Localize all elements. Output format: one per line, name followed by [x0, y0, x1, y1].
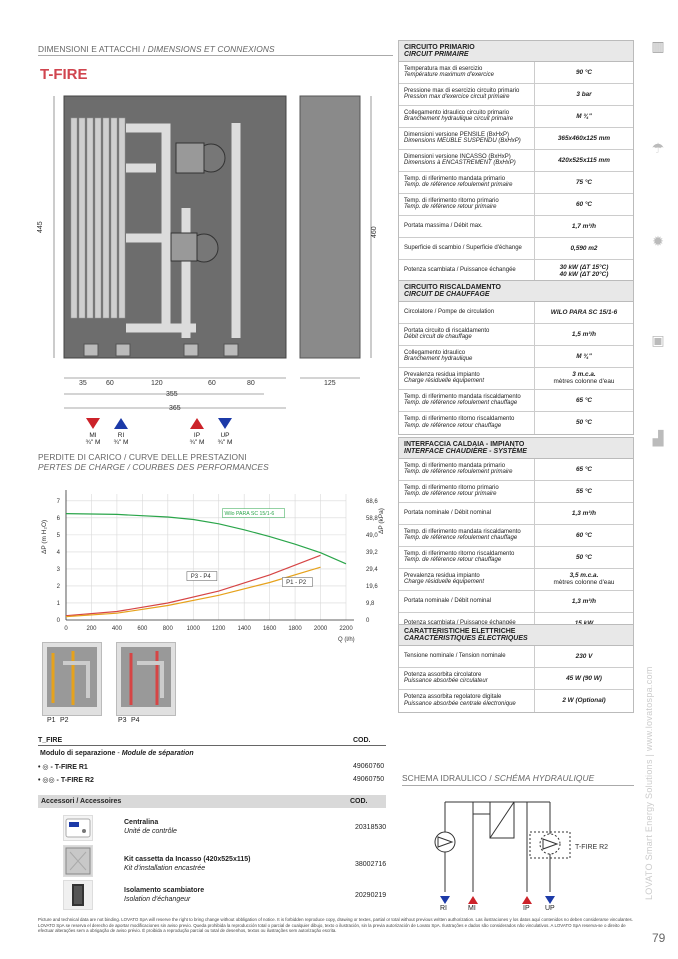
spec-label-fr: Temp. de référence refoulement chauffage	[404, 400, 518, 407]
shower-icon[interactable]: ☂	[651, 140, 665, 156]
spec-value-main: 50 °C	[575, 553, 593, 561]
spec-label-it: Collegamento idraulico	[404, 349, 466, 356]
y-right-axis-label: ΔP (kPa)	[378, 508, 385, 534]
spec-label-fr: Puissance absorbée centrale électronique	[404, 700, 516, 707]
spec-row	[399, 503, 633, 525]
product-r1-code: 49060760	[353, 763, 385, 770]
spec-value-main: 365x460x125 mm	[557, 134, 611, 142]
spec-label	[399, 150, 535, 171]
accessory-centralina: Centralina Unité de contrôle	[124, 819, 177, 835]
dim-60a: 60	[106, 380, 114, 387]
spec-label-it: Superficie di scambio / Superficie d'échange	[404, 244, 522, 251]
thumb-p3p4	[116, 642, 176, 716]
ri-size: ¾" M	[113, 439, 129, 447]
dim-60b: 60	[208, 380, 216, 387]
cassetta-image	[63, 845, 93, 877]
spec-value-main: M ¾"	[576, 352, 592, 360]
spec-label-it: Temp. di riferimento mandata riscaldamento	[404, 528, 521, 535]
y-tick-label: 1	[56, 600, 60, 607]
spec-label-it: Temp. di riferimento mandata primario	[404, 175, 506, 182]
y-right-tick-label: 0	[366, 618, 370, 624]
accessory-cassetta: Kit cassetta da Incasso (420x525x115) Kit d'installation encastrée	[124, 856, 251, 872]
spec-label-fr: Temp. de référence retour primaire	[404, 204, 497, 211]
spec-value	[535, 487, 633, 496]
spec-label	[399, 128, 535, 149]
y-right-tick-label: 49,0	[366, 532, 378, 539]
thumb-p1p2	[42, 642, 102, 716]
x-tick-label: 600	[137, 626, 148, 632]
spec-title-fr: CARACTÉRISTIQUES ÉLECTRIQUES	[404, 635, 528, 643]
x-tick-label: 2000	[313, 626, 328, 632]
spec-value	[535, 112, 633, 121]
spec-label-fr: Température maximum d'exercice	[404, 72, 494, 79]
spec-value	[535, 308, 633, 317]
dim-120: 120	[151, 380, 163, 387]
spec-label-fr: Charge résiduelle équipement	[404, 378, 485, 385]
spec-title-it: CARATTERISTICHE ELETTRICHE	[404, 628, 516, 635]
spec-value	[535, 200, 633, 209]
accessory-isolamento: Isolamento scambiatore Isolation d'échangeur	[124, 887, 205, 903]
spec-row	[399, 324, 633, 346]
mi-label: MI	[89, 432, 97, 439]
y-right-tick-label: 58,8	[366, 515, 378, 522]
chart-icon[interactable]: ▟	[652, 430, 664, 446]
spec-row	[399, 668, 633, 690]
spec-value-main: 50 °C	[575, 419, 593, 427]
isolamento-image	[63, 880, 93, 910]
spec-label	[399, 591, 535, 612]
schema-model-label: T-FIRE R2	[575, 844, 609, 851]
spec-label	[399, 106, 535, 127]
spec-row	[399, 194, 633, 216]
spec-value	[535, 597, 633, 606]
spec-value	[535, 696, 633, 705]
spec-value-sub: mètres colonne d'eau	[553, 378, 615, 386]
spec-label-it: Dimensioni versione PENSILE (BxHxP)	[404, 131, 510, 138]
spec-label-it: Potenza assorbita circolatore	[404, 671, 482, 678]
spec-label	[399, 390, 535, 411]
product-row-r2[interactable]	[38, 776, 386, 784]
spec-label	[399, 84, 535, 105]
spec-label-it: Portata nominale / Débit nominal	[404, 509, 492, 516]
spec-row	[399, 591, 633, 613]
spec-row	[399, 412, 633, 434]
thumb-label-p2: P2	[60, 717, 69, 724]
x-tick-label: 1000	[186, 626, 200, 632]
spec-label	[399, 216, 535, 237]
spec-table-header	[399, 41, 633, 62]
schema-port-up: UP	[545, 905, 555, 912]
spec-row	[399, 690, 633, 712]
y-tick-label: 2	[56, 583, 60, 590]
y-right-tick-label: 19,6	[366, 583, 378, 590]
accessory-centralina-code: 20318530	[355, 824, 387, 831]
spec-value-main: 65 °C	[575, 396, 593, 404]
spec-label-fr: Temp. de référence refoulement chauffage	[404, 535, 518, 542]
spec-label-it: Potenza scambiata / Puissance échangée	[404, 267, 516, 274]
spec-value-main: 1,5 m³/h	[571, 330, 597, 338]
spec-value	[535, 396, 633, 405]
spec-label-it: Temp. di riferimento mandata riscaldamento	[404, 393, 521, 400]
x-tick-label: 1800	[288, 626, 302, 632]
spec-value	[535, 465, 633, 474]
connection-markers	[84, 418, 284, 452]
spec-value	[535, 134, 633, 143]
spec-label	[399, 547, 535, 568]
dim-365: 365	[169, 405, 181, 412]
spec-label	[399, 368, 535, 389]
hydraulic-schema	[410, 792, 635, 912]
spec-label	[399, 302, 535, 323]
ip-label: IP	[193, 432, 201, 439]
spec-label-it: Portata massima / Débit max.	[404, 222, 483, 229]
spec-row	[399, 150, 633, 172]
spec-row	[399, 128, 633, 150]
accessory-cassetta-code: 38002716	[355, 861, 387, 868]
spec-value-main: 30 kW (ΔT 15°C)	[559, 263, 609, 271]
spec-row	[399, 390, 633, 412]
spec-label-it: Portata nominale / Débit nominal	[404, 597, 492, 604]
x-tick-label: 200	[86, 626, 97, 632]
spec-label-fr: Temp. de référence refoulement primaire	[404, 469, 513, 476]
spec-label-it: Prevalenza residua impianto	[404, 371, 480, 378]
y-tick-label: 4	[56, 549, 60, 556]
spec-label-fr: Puissance absorbée circulateur	[404, 678, 488, 685]
up-label: UP	[220, 432, 230, 439]
spec-label	[399, 412, 535, 434]
ip-size: ¾" M	[189, 439, 205, 447]
spec-row	[399, 172, 633, 194]
spec-value-main: 1,3 m³/h	[571, 597, 597, 605]
spec-row	[399, 106, 633, 128]
spec-row	[399, 569, 633, 591]
spec-label-it: Collegamento idraulico circuito primario	[404, 109, 510, 116]
dim-80: 80	[247, 380, 255, 387]
up-arrow-icon	[218, 418, 232, 429]
y-tick-label: 3	[56, 566, 60, 573]
spec-value-main: 55 °C	[575, 487, 593, 495]
spec-value	[535, 90, 633, 99]
spec-value-main: 1,7 m³/h	[571, 222, 597, 230]
p3p4-annotation: P3 - P4	[190, 574, 211, 581]
spec-label-fr: Débit circuit de chauffage	[404, 334, 472, 341]
thumb-label-p1: P1	[47, 717, 56, 724]
perdite-heading-it: PERDITE DI CARICO / CURVE DELLE PRESTAZIONI	[38, 452, 247, 462]
p1p2-annotation: P1 - P2	[286, 580, 307, 587]
spec-value	[535, 418, 633, 427]
x-tick-label: 1400	[237, 626, 251, 632]
spec-label-fr: Dimensions MEUBLE SUSPENDU (BxHxP)	[404, 138, 521, 145]
spec-value	[535, 352, 633, 361]
spec-row	[399, 547, 633, 569]
spec-title-fr: CIRCUIT DE CHAUFFAGE	[404, 291, 490, 299]
spec-label	[399, 668, 535, 689]
spec-table-2	[398, 280, 634, 435]
spec-row	[399, 238, 633, 260]
spec-label	[399, 525, 535, 546]
spec-value-main: 0,590 m2	[570, 244, 598, 252]
spec-label	[399, 646, 535, 667]
y-right-tick-label: 29,4	[366, 566, 378, 573]
up-size: ¾" M	[217, 439, 233, 447]
spec-label	[399, 690, 535, 712]
spec-label-it: Pressione max di esercizio circuito primario	[404, 87, 520, 94]
spec-title-fr: INTERFACE CHAUDIÈRE - SYSTÈME	[404, 448, 527, 456]
product-r2-code: 49060750	[353, 776, 385, 783]
spec-value-main: 75 °C	[575, 178, 593, 186]
spec-label-it: Temp. di riferimento mandata primario	[404, 462, 506, 469]
spec-label	[399, 481, 535, 502]
y-axis-label: ΔP (m H₂O)	[41, 519, 48, 554]
spec-value-main: 2 W (Optional)	[562, 697, 606, 705]
spec-row	[399, 260, 633, 282]
spec-label-it: Temp. di riferimento ritorno primario	[404, 484, 499, 491]
schema-port-ri: RI	[440, 905, 447, 912]
y-right-tick-label: 68,6	[366, 498, 378, 505]
spec-value-main: 420x525x115 mm	[558, 156, 610, 164]
product-table-title: T_FIRE	[38, 737, 63, 744]
page-number: 79	[652, 931, 666, 945]
spec-row	[399, 525, 633, 547]
spec-label-fr: Branchement hydraulique circuit primaire	[404, 116, 514, 123]
spec-label-it: Portata circuito di riscaldamento	[404, 327, 490, 334]
schema-port-ip: IP	[523, 905, 530, 912]
spec-value-main: 3 m.c.a.	[572, 371, 596, 379]
x-tick-label: 1600	[262, 626, 277, 632]
spec-value-sub: 40 kW (ΔT 20°C)	[559, 270, 609, 278]
pressure-loss-chart	[38, 484, 390, 644]
spec-table-4	[398, 624, 634, 713]
boiler-icon[interactable]: ▣	[651, 332, 665, 348]
spec-label-fr: Dimensions à ENCASTREMENT (BxHxP)	[404, 160, 516, 167]
spec-label	[399, 324, 535, 345]
product-r1-label: • ◎ - T-FIRE R1	[38, 764, 88, 771]
schema-port-mi: MI	[468, 905, 476, 912]
spec-value	[535, 674, 633, 683]
spec-label	[399, 238, 535, 259]
spec-row	[399, 216, 633, 238]
mi-size: ¾" M	[85, 439, 101, 447]
spec-value	[535, 156, 633, 165]
spec-row	[399, 646, 633, 668]
spec-value-main: 65 °C	[575, 465, 593, 473]
spec-label-fr: Temp. de référence retour chauffage	[404, 422, 502, 429]
spec-label-it: Prevalenza residua impianto	[404, 572, 480, 579]
spec-title-it: INTERFACCIA CALDAIA - IMPIANTO	[404, 441, 525, 448]
spec-label-fr: Charge résiduelle équipement	[404, 579, 485, 586]
y-tick-label: 7	[56, 498, 60, 505]
spec-label	[399, 459, 535, 480]
spec-value	[535, 571, 633, 587]
y-tick-label: 0	[56, 618, 60, 624]
ip-arrow-icon	[190, 418, 204, 429]
y-tick-label: 5	[56, 532, 60, 539]
spec-label	[399, 569, 535, 590]
spec-label-it: Potenza assorbita regolatore digitale	[404, 694, 502, 701]
spec-label-fr: Temp. de référence retour chauffage	[404, 557, 502, 564]
series-line-1	[66, 514, 346, 564]
spec-value	[535, 509, 633, 518]
thumb-label-p3: P3	[118, 717, 127, 724]
spec-row	[399, 346, 633, 368]
accessory-isolamento-code: 20290219	[355, 892, 387, 899]
spec-value-main: 1,3 m³/h	[571, 509, 597, 517]
spec-label	[399, 194, 535, 215]
spec-value-main: WILO PARA SC 15/1-6	[550, 308, 618, 316]
spec-row	[399, 84, 633, 106]
spec-label-it: Dimensioni versione INCASSO (BxHxP)	[404, 153, 511, 160]
spec-table-header	[399, 625, 633, 646]
spec-value	[535, 652, 633, 661]
height-445: 445	[37, 221, 44, 233]
spec-value	[535, 531, 633, 540]
sun-icon[interactable]: ✹	[652, 233, 664, 249]
thumb-label-p4: P4	[131, 717, 140, 724]
wilo-annotation: Wilo PARA SC 15/1-6	[224, 511, 275, 518]
product-r2-label: • ◎◎ - T-FIRE R2	[38, 777, 94, 784]
dim-35: 35	[79, 380, 87, 387]
dimensions-heading: DIMENSIONI E ATTACCHI / DIMENSIONS ET CONNEXIONS	[38, 44, 275, 54]
spec-label-it: Temp. di riferimento ritorno riscaldamento	[404, 416, 515, 423]
model-title: T-FIRE	[40, 66, 88, 83]
spec-value	[535, 178, 633, 187]
dim-355: 355	[166, 391, 178, 398]
spec-value-main: 45 W (90 W)	[566, 674, 602, 682]
product-row-r1[interactable]	[38, 763, 386, 771]
spec-label-it: Circolatore / Pompe de circulation	[404, 308, 495, 315]
ri-label: RI	[117, 432, 125, 439]
product-table-header	[38, 737, 386, 746]
spec-label-it: Temp. di riferimento ritorno primario	[404, 197, 499, 204]
spec-row	[399, 302, 633, 324]
spec-label-fr: Temp. de référence refoulement primaire	[404, 182, 513, 189]
perdite-heading-fr: PERTES DE CHARGE / COURBES DES PERFORMANCES	[38, 462, 269, 473]
spec-label	[399, 503, 535, 524]
perdite-heading	[38, 452, 269, 472]
centralina-image	[63, 815, 93, 841]
spec-title-it: CIRCUITO PRIMARIO	[404, 44, 475, 51]
spec-label	[399, 172, 535, 193]
spec-label-it: Temp. di riferimento ritorno riscaldamento	[404, 550, 515, 557]
spec-label-fr: Pression max d'exercice circuit primaire	[404, 94, 510, 101]
module-label: Modulo di separazione - Module de séparation	[40, 750, 194, 757]
spec-value-main: 3 bar	[576, 90, 592, 98]
height-460: 460	[371, 226, 378, 238]
spec-table-3	[398, 437, 634, 636]
spec-value	[535, 68, 633, 77]
x-tick-label: 800	[162, 626, 173, 632]
radiator-icon[interactable]: ▥	[651, 38, 665, 54]
spec-label-fr: Branchement hydraulique	[404, 356, 473, 363]
spec-value-main: 230 V	[575, 652, 593, 660]
spec-title-it: CIRCUITO RISCALDAMENTO	[404, 284, 501, 291]
footer-disclaimer: Picture and technical data are not binding. LOVATO SpA will reserve the right to bring change without obbligation of notice. It is forbidden reproduce copy, drawing or textes, partial or total without previous written authorization. Las ilustraciones y los datos aquí contenidos no deben considerarse vinculantes. LOVATO SpA se reserva el derecho de aportar modificaciones sin aviso previo. Queda prohibida la reproducción total o parcial de cualquier dibujo, texto o ilustración, sin la previa autorización de Lovato SpA. Ilustrações e dados são considerados não vinculativos. A LOVATO SpA reserva-se o direito de efectuar alterações sem a obrigação de aviso prévio. É proibida a reprodução parcial ou total de desenhos, textos ou ilustrações sem autorização escrita.	[38, 917, 633, 933]
y-tick-label: 6	[56, 515, 60, 522]
spec-row	[399, 62, 633, 84]
spec-value	[535, 330, 633, 339]
spec-value	[535, 370, 633, 386]
spec-row	[399, 459, 633, 481]
spec-value-main: 60 °C	[575, 200, 593, 208]
mi-arrow-icon	[86, 418, 100, 429]
accessories-header	[38, 795, 386, 808]
spec-value-main: M ¾"	[576, 112, 592, 120]
spec-title-fr: CIRCUIT PRIMAIRE	[404, 51, 469, 59]
spec-value	[535, 244, 633, 253]
spec-row	[399, 481, 633, 503]
spec-table-header	[399, 281, 633, 302]
schema-heading: SCHEMA IDRAULICO / SCHÉMA HYDRAULIQUE	[402, 773, 595, 783]
x-tick-label: 2200	[339, 626, 353, 632]
x-tick-label: 1200	[212, 626, 226, 632]
spec-label-it: Temperatura max di esercizio	[404, 65, 483, 72]
y-right-tick-label: 9,8	[366, 600, 375, 607]
spec-value-main: 60 °C	[575, 531, 593, 539]
spec-value-sub: mètres colonne d'eau	[553, 579, 615, 587]
spec-label-it: Tensione nominale / Tension nominale	[404, 652, 506, 659]
y-right-tick-label: 39,2	[366, 549, 378, 556]
ri-arrow-icon	[114, 418, 128, 429]
accessories-cod-header: COD.	[350, 798, 368, 805]
x-axis-label: Q (l/h)	[338, 637, 355, 643]
spec-value	[535, 263, 633, 279]
spec-value-main: 90 °C	[575, 68, 593, 76]
technical-drawing	[36, 88, 391, 418]
spec-value-main: 3,5 m.c.a.	[569, 572, 599, 580]
spec-table-1	[398, 40, 634, 283]
spec-label	[399, 62, 535, 83]
spec-value	[535, 222, 633, 231]
spec-table-header	[399, 438, 633, 459]
dim-125: 125	[324, 380, 336, 387]
brand-vertical: LOVATO Smart Energy Solutions | www.lovatospa.com	[644, 666, 654, 900]
spec-label	[399, 346, 535, 367]
x-tick-label: 0	[64, 626, 68, 632]
spec-label-fr: Temp. de référence retour primaire	[404, 491, 497, 498]
spec-value	[535, 553, 633, 562]
spec-row	[399, 368, 633, 390]
spec-label	[399, 260, 535, 282]
product-cod-header: COD.	[353, 737, 371, 744]
accessories-title: Accessori / Accessoires	[41, 798, 122, 805]
x-tick-label: 400	[111, 626, 122, 632]
